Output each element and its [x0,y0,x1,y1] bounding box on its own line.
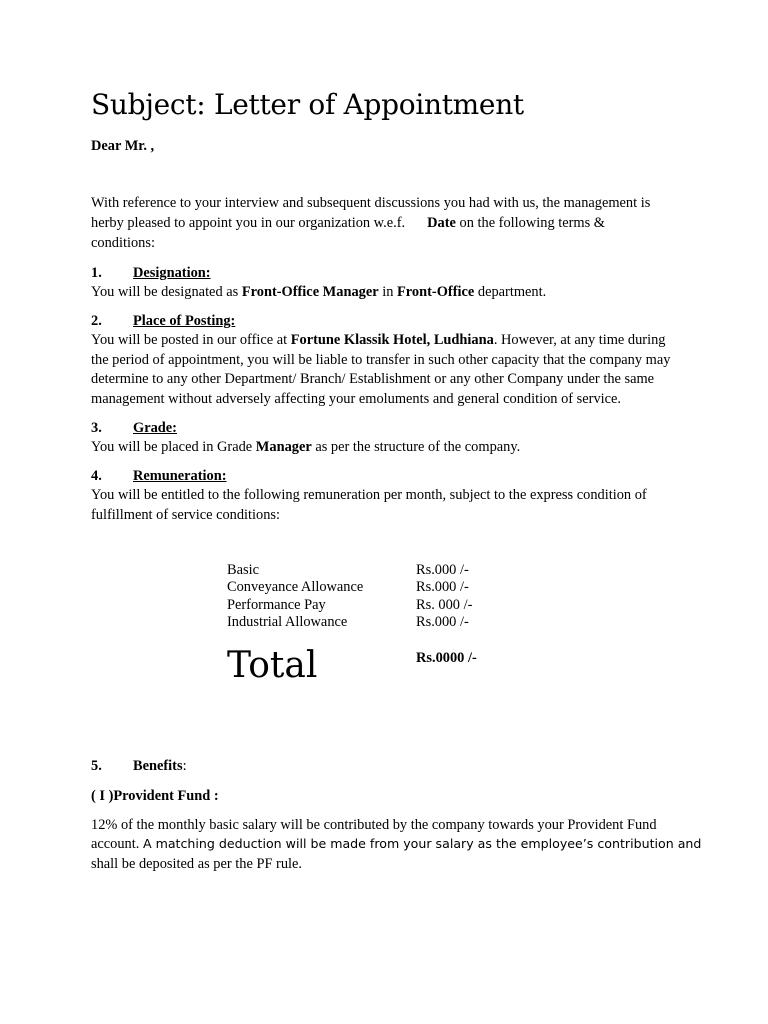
pf-line-2-a: account. [91,836,143,852]
salary-total-label: Total [227,645,318,686]
salary-label-performance: Performance Pay [227,597,326,613]
pf-line-3: shall be deposited as per the PF rule. [91,856,303,872]
posting-heading: Place of Posting: [133,313,236,329]
remuneration-number: 4. [91,468,102,484]
benefits-colon: : [182,758,187,774]
benefits-number: 5. [91,758,102,774]
designation-text-b: in [378,284,398,300]
intro-line-2-tail: on the following terms & [459,215,606,231]
pf-line-2 [91,834,701,854]
intro-line-3: conditions: [91,235,155,251]
salary-label-conveyance: Conveyance Allowance [227,579,364,595]
designation-number: 1. [91,265,102,281]
posting-number: 2. [91,313,102,329]
grade-heading-row [91,418,177,438]
intro-line-2 [91,213,605,233]
intro-line-1: With reference to your interview and subsequent discussions you had with us, the management is [91,195,651,211]
designation-text-a: You will be designated as [91,284,242,300]
salary-label-basic: Basic [227,562,259,578]
posting-heading-row [91,311,235,331]
posting-text-b: . However, at any time during [493,332,666,348]
remuneration-heading-row [91,466,227,486]
intro-line-2-text: herby pleased to appoint you in our organization w.e.f. [91,215,406,231]
grade-value: Manager [255,439,312,455]
pf-line-1: 12% of the monthly basic salary will be contributed by the company towards your Provident Fund [91,817,657,833]
salary-value-basic: Rs.000 /- [416,562,469,578]
posting-line-2: the period of appointment, you will be liable to transfer in such other capacity that the company may [91,352,671,368]
remuneration-heading: Remuneration: [133,468,227,484]
grade-text [91,437,520,457]
posting-location: Fortune Klassik Hotel, Ludhiana [290,332,494,348]
salary-label-industrial: Industrial Allowance [227,614,348,630]
pf-line-2-b: A matching deduction will be made from your salary as the employee’s contribution and [142,836,702,851]
designation-dept: Front-Office [397,284,475,300]
designation-heading: Designation: [133,265,211,281]
letter-subject: Subject: Letter of Appointment [91,88,524,121]
posting-text-a: You will be posted in our office at [91,332,291,348]
grade-number: 3. [91,420,102,436]
remuneration-line-2: fulfillment of service conditions: [91,507,281,523]
posting-line-1 [91,330,666,350]
grade-text-a: You will be placed in Grade [91,439,256,455]
grade-text-b: as per the structure of the company. [311,439,521,455]
designation-role: Front-Office Manager [241,284,379,300]
benefits-heading: Benefits [133,758,183,774]
designation-text [91,282,546,302]
salary-total-value: Rs.0000 /- [416,650,477,666]
salutation: Dear Mr. , [91,138,155,154]
intro-date: Date [427,215,456,231]
salary-value-conveyance: Rs.000 /- [416,579,469,595]
salary-value-performance: Rs. 000 /- [416,597,473,613]
designation-text-c: department. [474,284,547,300]
remuneration-line-1: You will be entitled to the following remuneration per month, subject to the express condition of [91,487,647,503]
salary-value-industrial: Rs.000 /- [416,614,469,630]
posting-line-3: determine to any other Department/ Branch/ Establishment or any other Company under the same [91,371,655,387]
pf-heading: ( I )Provident Fund : [91,788,219,804]
designation-heading-row [91,263,211,283]
grade-heading: Grade: [133,420,177,436]
posting-line-4: management without adversely affecting your emoluments and general condition of service. [91,391,622,407]
benefits-heading-row [91,756,187,776]
